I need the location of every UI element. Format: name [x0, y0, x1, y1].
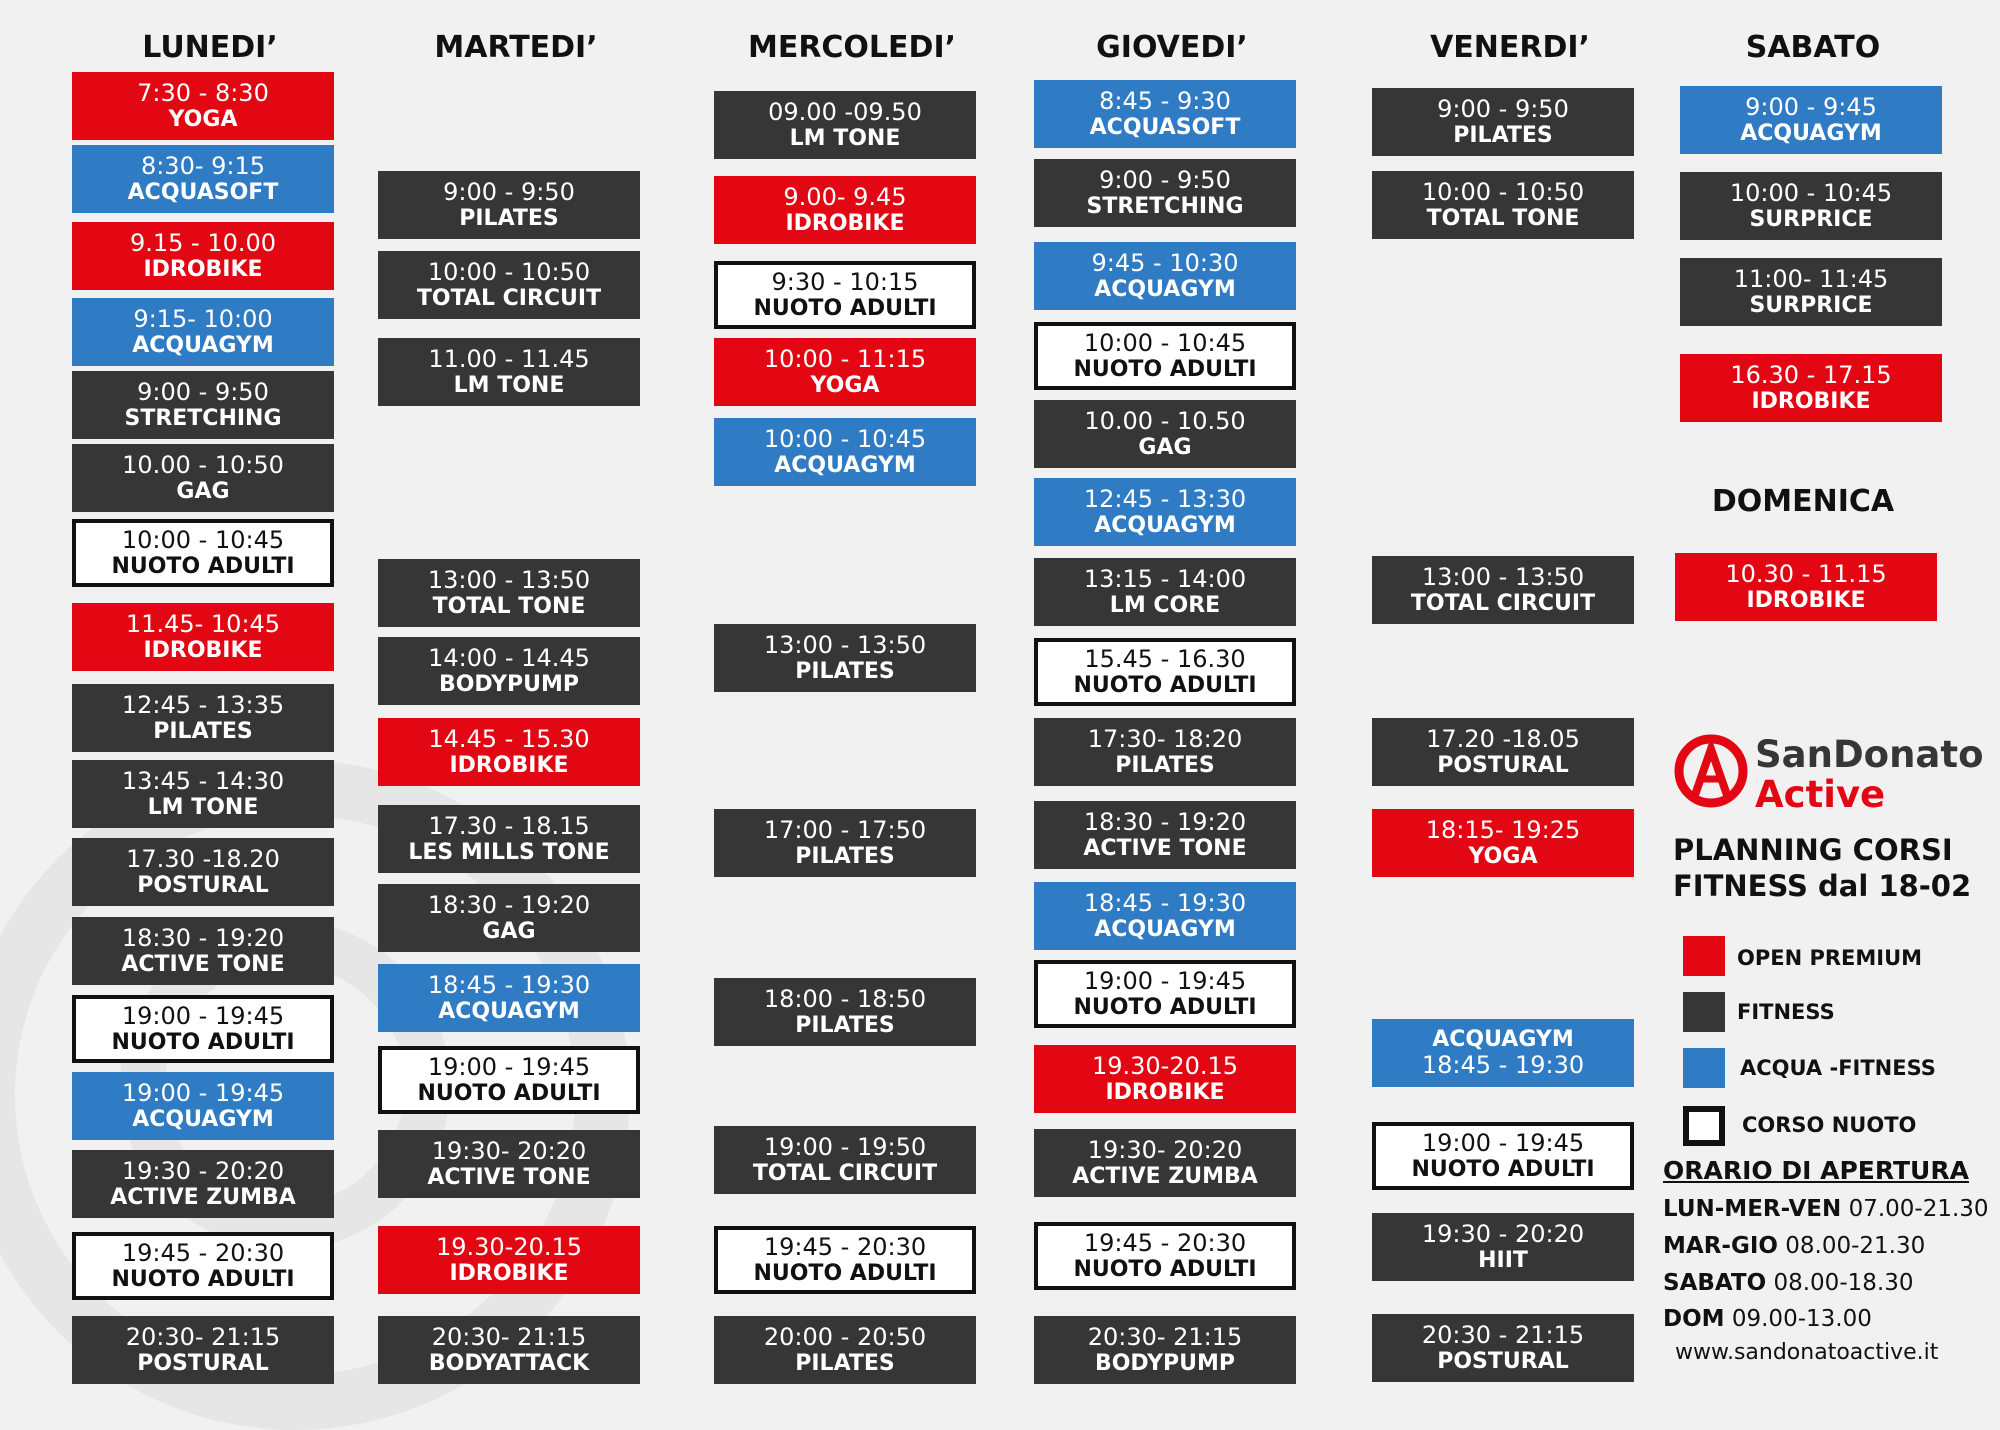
class-time: 19.30-20.15 [435, 1232, 583, 1261]
class-name: ACQUAGYM [1094, 917, 1236, 943]
class-block [72, 72, 334, 140]
class-name: IDROBIKE [1751, 389, 1871, 415]
class-time: 9:45 - 10:30 [1091, 248, 1239, 277]
class-block [1034, 882, 1296, 950]
class-name: NUOTO ADULTI [111, 1267, 295, 1293]
class-block [714, 418, 976, 486]
class-name: YOGA [1468, 844, 1538, 870]
class-time: 19.30-20.15 [1091, 1051, 1239, 1080]
class-name: YOGA [810, 373, 880, 399]
class-block [714, 176, 976, 244]
class-block [1680, 172, 1942, 240]
class-time: 18:45 - 19:30 [1421, 1050, 1585, 1079]
class-time: 9:15- 10:00 [133, 304, 273, 333]
class-time: 20:00 - 20:50 [763, 1322, 927, 1351]
sandonato-logo-icon [1673, 733, 1749, 809]
class-block [1372, 556, 1634, 624]
class-name: TOTAL TONE [432, 594, 586, 620]
class-name: LM CORE [1109, 593, 1221, 619]
class-name: ACTIVE TONE [121, 952, 285, 978]
opening-hours-row [1663, 1306, 1872, 1332]
class-name: ACQUASOFT [127, 180, 279, 206]
class-time: 9.00- 9.45 [783, 182, 907, 211]
class-name: TOTAL CIRCUIT [1410, 591, 1596, 617]
class-block [378, 637, 640, 705]
class-time: 10.00 - 10.50 [1084, 406, 1246, 435]
class-name: PILATES [795, 1351, 895, 1377]
class-block [72, 519, 334, 587]
class-time: 17:00 - 17:50 [763, 815, 927, 844]
class-block [72, 222, 334, 290]
class-time: 20:30- 21:15 [125, 1322, 281, 1351]
class-block [714, 624, 976, 692]
class-block [1372, 171, 1634, 239]
class-block [1372, 718, 1634, 786]
class-name: POSTURAL [1437, 1349, 1569, 1375]
day-header-thursday: GIOVEDI’ [1096, 30, 1248, 65]
class-time: 15.45 - 16.30 [1084, 644, 1246, 673]
day-header-sunday: DOMENICA [1711, 484, 1895, 519]
class-block [1034, 1316, 1296, 1384]
class-block [72, 760, 334, 828]
hours-time: 07.00-21.30 [1848, 1196, 1989, 1222]
legend-swatch-corso-nuoto [1683, 1106, 1725, 1146]
class-name: TOTAL CIRCUIT [416, 286, 602, 312]
class-name: NUOTO ADULTI [753, 296, 937, 322]
class-name: IDROBIKE [143, 257, 263, 283]
class-time: 12:45 - 13:30 [1083, 484, 1247, 513]
class-block [72, 995, 334, 1063]
class-time: 9:00 - 9:50 [443, 177, 575, 206]
class-time: 19:45 - 20:30 [763, 1232, 927, 1261]
class-time: 11.00 - 11.45 [428, 344, 590, 373]
class-time: 10:00 - 10:45 [121, 525, 285, 554]
class-block [1372, 1122, 1634, 1190]
class-time: 9.15 - 10.00 [129, 228, 277, 257]
class-block [1034, 960, 1296, 1028]
planning-title [1673, 832, 1971, 904]
class-block [378, 884, 640, 952]
class-block [714, 91, 976, 159]
class-block [1034, 1129, 1296, 1197]
class-name: IDROBIKE [449, 1261, 569, 1287]
class-name: STRETCHING [1086, 194, 1244, 220]
day-header-friday: VENERDI’ [1430, 30, 1590, 65]
class-block [1680, 86, 1942, 154]
class-name: ACQUAGYM [1094, 513, 1236, 539]
class-name: IDROBIKE [449, 753, 569, 779]
legend-label: OPEN PREMIUM [1737, 946, 1923, 970]
class-time: 7:30 - 8:30 [137, 78, 269, 107]
class-name: BODYATTACK [428, 1351, 590, 1377]
class-name: BODYPUMP [1094, 1351, 1236, 1377]
class-name: LM TONE [453, 373, 565, 399]
class-time: 19:30- 20:20 [431, 1136, 587, 1165]
class-name: ACQUASOFT [1089, 115, 1241, 141]
class-name: IDROBIKE [785, 211, 905, 237]
class-block [378, 964, 640, 1032]
class-block [1034, 242, 1296, 310]
class-time: 18:30 - 19:20 [427, 890, 591, 919]
class-time: 13:00 - 13:50 [763, 630, 927, 659]
legend-label: ACQUA -FITNESS [1740, 1056, 1936, 1080]
class-time: 20:30 - 21:15 [1421, 1320, 1585, 1349]
hours-time: 08.00-21.30 [1785, 1233, 1926, 1259]
hours-days: LUN-MER-VEN [1663, 1196, 1842, 1222]
class-block [378, 718, 640, 786]
class-time: 19:00 - 19:45 [121, 1001, 285, 1030]
class-block [72, 1232, 334, 1300]
class-block [378, 1130, 640, 1198]
class-name: PILATES [795, 659, 895, 685]
class-name: NUOTO ADULTI [1073, 673, 1257, 699]
class-block [72, 371, 334, 439]
class-name: ACQUAGYM [1740, 121, 1882, 147]
class-block [1372, 809, 1634, 877]
class-name: ACQUAGYM [1432, 1026, 1574, 1052]
opening-hours-title: ORARIO DI APERTURA [1663, 1156, 1969, 1185]
class-block [1034, 322, 1296, 390]
class-time: 17.20 -18.05 [1426, 724, 1580, 753]
class-time: 19:30 - 20:20 [121, 1156, 285, 1185]
class-name: NUOTO ADULTI [1073, 1257, 1257, 1283]
hours-time: 09.00-13.00 [1731, 1306, 1872, 1332]
class-name: IDROBIKE [1105, 1080, 1225, 1106]
class-name: GAG [482, 919, 536, 945]
class-name: ACTIVE ZUMBA [1072, 1164, 1258, 1190]
class-time: 8:30- 9:15 [140, 151, 266, 180]
class-time: 18:00 - 18:50 [763, 984, 927, 1013]
class-time: 10:00 - 10:45 [1729, 178, 1893, 207]
class-name: PILATES [459, 206, 559, 232]
class-name: NUOTO ADULTI [417, 1081, 601, 1107]
class-name: PILATES [153, 719, 253, 745]
class-time: 9:00 - 9:50 [1099, 165, 1231, 194]
class-name: NUOTO ADULTI [111, 554, 295, 580]
class-time: 8:45 - 9:30 [1099, 86, 1231, 115]
class-name: POSTURAL [1437, 753, 1569, 779]
class-block [714, 978, 976, 1046]
class-time: 19:00 - 19:45 [121, 1078, 285, 1107]
class-name: PILATES [795, 1013, 895, 1039]
class-time: 10.00 - 10:50 [122, 450, 284, 479]
class-time: 13:15 - 14:00 [1083, 564, 1247, 593]
class-name: HIIT [1478, 1248, 1528, 1274]
class-block [72, 1072, 334, 1140]
class-name: GAG [1138, 435, 1192, 461]
brand-line-2: Active [1755, 773, 1886, 816]
class-time: 13:45 - 14:30 [121, 766, 285, 795]
class-block [378, 1316, 640, 1384]
class-time: 18:30 - 19:20 [1083, 807, 1247, 836]
class-block [1034, 638, 1296, 706]
class-time: 18:30 - 19:20 [121, 923, 285, 952]
class-name: IDROBIKE [1746, 588, 1866, 614]
day-header-monday: LUNEDI’ [142, 30, 278, 65]
class-time: 19:00 - 19:45 [427, 1052, 591, 1081]
class-name: NUOTO ADULTI [1411, 1157, 1595, 1183]
opening-hours-row [1663, 1270, 1913, 1296]
class-time: 10:00 - 11:15 [763, 344, 927, 373]
class-block [1372, 1019, 1634, 1087]
class-time: 9:30 - 10:15 [771, 267, 919, 296]
class-name: PILATES [795, 844, 895, 870]
class-time: 18:15- 19:25 [1425, 815, 1581, 844]
day-header-tuesday: MARTEDI’ [434, 30, 598, 65]
class-time: 19:30- 20:20 [1087, 1135, 1243, 1164]
class-time: 17.30 - 18.15 [428, 811, 590, 840]
class-block [378, 1226, 640, 1294]
class-name: POSTURAL [137, 1351, 269, 1377]
class-block [714, 261, 976, 329]
class-name: ACTIVE TONE [427, 1165, 591, 1191]
class-name: GAG [176, 479, 230, 505]
class-block [72, 838, 334, 906]
class-block [378, 559, 640, 627]
class-name: PILATES [1115, 753, 1215, 779]
class-block [1034, 400, 1296, 468]
class-time: 9:00 - 9:50 [1437, 94, 1569, 123]
class-block [1680, 354, 1942, 422]
legend-swatch-open-premium [1683, 936, 1725, 976]
class-block [714, 1316, 976, 1384]
class-time: 12:45 - 13:35 [121, 690, 285, 719]
legend-label: CORSO NUOTO [1742, 1113, 1917, 1137]
class-name: IDROBIKE [143, 638, 263, 664]
class-name: TOTAL CIRCUIT [752, 1161, 938, 1187]
class-block [72, 145, 334, 213]
class-time: 18:45 - 19:30 [427, 970, 591, 999]
class-time: 19:00 - 19:50 [763, 1132, 927, 1161]
class-time: 18:45 - 19:30 [1083, 888, 1247, 917]
class-block [1680, 258, 1942, 326]
class-time: 20:30- 21:15 [431, 1322, 587, 1351]
class-time: 10:00 - 10:50 [427, 257, 591, 286]
class-block [378, 1046, 640, 1114]
class-block [378, 338, 640, 406]
class-name: LM TONE [789, 126, 901, 152]
class-name: ACQUAGYM [774, 453, 916, 479]
class-block [1034, 80, 1296, 148]
class-block [1372, 1314, 1634, 1382]
class-time: 20:30- 21:15 [1087, 1322, 1243, 1351]
class-time: 17:30- 18:20 [1087, 724, 1243, 753]
hours-days: DOM [1663, 1306, 1725, 1332]
class-name: POSTURAL [137, 873, 269, 899]
class-time: 10:00 - 10:45 [1083, 328, 1247, 357]
class-name: STRETCHING [124, 406, 282, 432]
class-name: SURPRICE [1749, 293, 1873, 319]
class-time: 14:00 - 14.45 [428, 643, 590, 672]
class-time: 10:00 - 10:50 [1421, 177, 1585, 206]
class-block [72, 298, 334, 366]
class-time: 13:00 - 13:50 [427, 565, 591, 594]
class-block [1372, 88, 1634, 156]
day-header-wednesday: MERCOLEDI’ [747, 30, 957, 65]
class-block [1034, 718, 1296, 786]
class-time: 13:00 - 13:50 [1421, 562, 1585, 591]
class-name: ACQUAGYM [1094, 277, 1236, 303]
class-name: TOTAL TONE [1426, 206, 1580, 232]
class-block [72, 917, 334, 985]
class-block [1372, 1213, 1634, 1281]
class-name: NUOTO ADULTI [1073, 995, 1257, 1021]
class-block [1034, 801, 1296, 869]
class-block [714, 809, 976, 877]
legend-label: FITNESS [1737, 1000, 1835, 1024]
legend-swatch-acqua-fitness [1683, 1048, 1725, 1088]
class-time: 9:00 - 9:45 [1745, 92, 1877, 121]
class-time: 19:45 - 20:30 [1083, 1228, 1247, 1257]
legend-swatch-fitness [1683, 992, 1725, 1032]
class-block [1034, 478, 1296, 546]
class-time: 17.30 -18.20 [126, 844, 280, 873]
class-block [714, 1126, 976, 1194]
brand-name [1755, 735, 1984, 815]
class-time: 11.45- 10:45 [125, 609, 281, 638]
opening-hours-row [1663, 1233, 1925, 1259]
class-block [72, 444, 334, 512]
class-time: 19:45 - 20:30 [121, 1238, 285, 1267]
class-block [72, 1150, 334, 1218]
class-block [714, 1226, 976, 1294]
class-name: ACTIVE ZUMBA [110, 1185, 296, 1211]
class-block [72, 1316, 334, 1384]
class-name: NUOTO ADULTI [111, 1030, 295, 1056]
class-name: YOGA [168, 107, 238, 133]
class-time: 10:00 - 10:45 [763, 424, 927, 453]
class-time: 10.30 - 11.15 [1725, 559, 1887, 588]
class-block [1034, 1222, 1296, 1290]
class-time: 19:30 - 20:20 [1421, 1219, 1585, 1248]
class-name: PILATES [1453, 123, 1553, 149]
class-block [378, 171, 640, 239]
website-link[interactable]: www.sandonatoactive.it [1675, 1340, 1939, 1365]
class-name: BODYPUMP [438, 672, 580, 698]
planning-line-2: FITNESS dal 18-02 [1673, 869, 1972, 903]
class-time: 14.45 - 15.30 [428, 724, 590, 753]
hours-time: 08.00-18.30 [1773, 1270, 1914, 1296]
class-name: SURPRICE [1749, 207, 1873, 233]
class-time: 16.30 - 17.15 [1730, 360, 1892, 389]
class-name: LM TONE [147, 795, 259, 821]
class-name: ACTIVE TONE [1083, 836, 1247, 862]
class-block [1034, 1045, 1296, 1113]
class-block [1034, 159, 1296, 227]
class-name: LES MILLS TONE [408, 840, 610, 866]
class-name: NUOTO ADULTI [753, 1261, 937, 1287]
class-block [1034, 558, 1296, 626]
class-time: 9:00 - 9:50 [137, 377, 269, 406]
class-block [714, 338, 976, 406]
class-block [72, 684, 334, 752]
class-block [378, 805, 640, 873]
class-name: ACQUAGYM [132, 333, 274, 359]
class-name: NUOTO ADULTI [1073, 357, 1257, 383]
planning-line-1: PLANNING CORSI [1673, 833, 1953, 867]
class-time: 19:00 - 19:45 [1083, 966, 1247, 995]
class-block [378, 251, 640, 319]
class-time: 11:00- 11:45 [1733, 264, 1889, 293]
class-name: ACQUAGYM [438, 999, 580, 1025]
class-name: ACQUAGYM [132, 1107, 274, 1133]
brand-line-1: SanDonato [1755, 733, 1984, 776]
opening-hours-row [1663, 1196, 1989, 1222]
class-time: 19:00 - 19:45 [1421, 1128, 1585, 1157]
class-block [1675, 553, 1937, 621]
day-header-saturday: SABATO [1745, 30, 1881, 65]
hours-days: MAR-GIO [1663, 1233, 1778, 1259]
class-block [72, 603, 334, 671]
class-time: 09.00 -09.50 [768, 97, 922, 126]
hours-days: SABATO [1663, 1270, 1767, 1296]
